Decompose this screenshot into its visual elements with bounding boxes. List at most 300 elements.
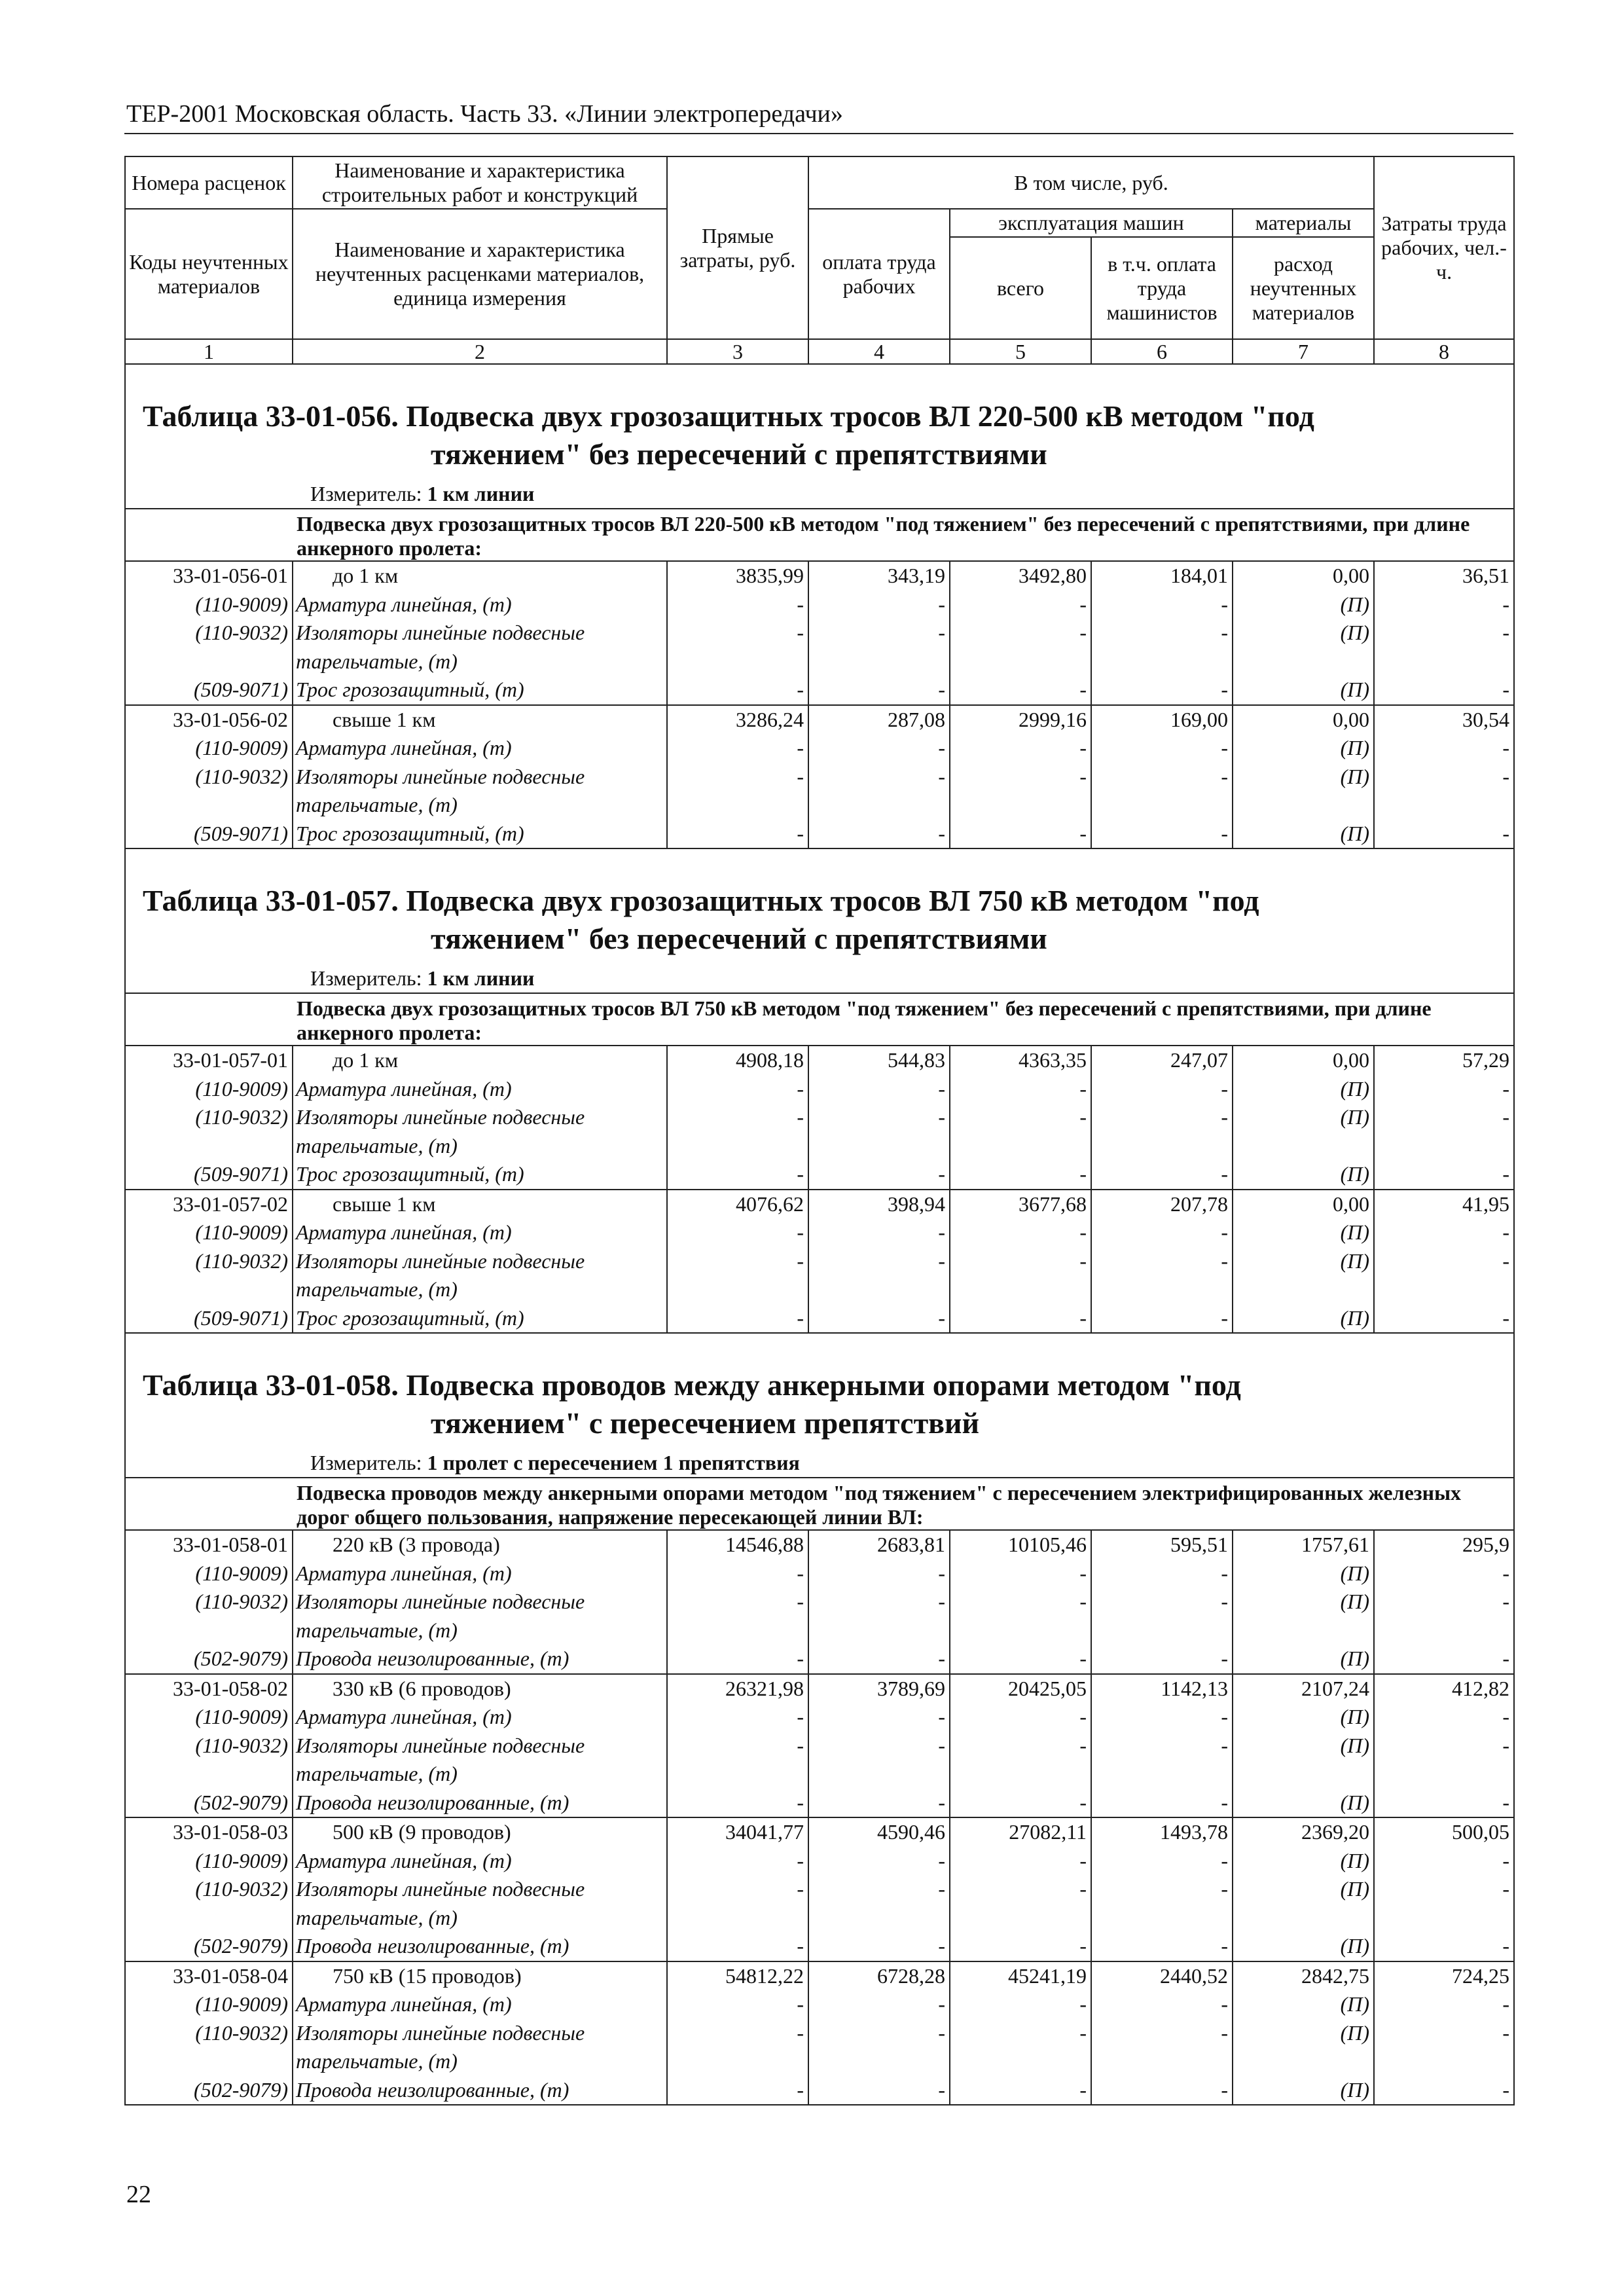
value-cell: - <box>808 1645 950 1674</box>
value-cell: - <box>808 734 950 763</box>
value-cell: (П) <box>1233 1703 1374 1732</box>
material-name: Изоляторы линейные подвесные тарельчатые, (т) <box>293 1247 667 1304</box>
column-number: 1 <box>125 339 293 364</box>
material-code: (110-9009) <box>125 1559 293 1588</box>
incl-group-header: В том числе, руб. <box>808 156 1374 209</box>
rate-name: 220 кВ (3 провода) <box>293 1530 667 1559</box>
group-description-row <box>125 509 1514 561</box>
material-name: Трос грозозащитный, (т) <box>293 1304 667 1334</box>
material-code: (110-9009) <box>125 1703 293 1732</box>
material-row <box>125 619 1514 676</box>
value-cell: - <box>950 1732 1091 1789</box>
column-number: 3 <box>667 339 808 364</box>
rates-table <box>124 156 1515 2105</box>
value-cell: (П) <box>1233 591 1374 619</box>
group-description-row <box>125 1478 1514 1530</box>
rate-row <box>125 1817 1514 1847</box>
value-cell: - <box>1091 1160 1233 1190</box>
measure-label: Измеритель: <box>310 966 422 990</box>
value-cell: - <box>808 1588 950 1645</box>
value-cell: 4076,62 <box>667 1190 808 1219</box>
material-row <box>125 1847 1514 1876</box>
value-cell: - <box>1091 1645 1233 1674</box>
value-cell: (П) <box>1233 1588 1374 1645</box>
column-number: 2 <box>293 339 667 364</box>
material-name: Арматура линейная, (т) <box>293 1075 667 1104</box>
value-cell: - <box>667 1160 808 1190</box>
value-cell: - <box>1091 1732 1233 1789</box>
table-title <box>130 365 1509 473</box>
value-cell: - <box>1374 1645 1514 1674</box>
material-row <box>125 1247 1514 1304</box>
value-cell: - <box>950 1103 1091 1160</box>
value-cell: (П) <box>1233 1990 1374 2019</box>
rate-code: 33-01-057-01 <box>125 1046 293 1075</box>
value-cell: (П) <box>1233 2076 1374 2105</box>
value-cell: - <box>667 1103 808 1160</box>
value-cell: 14546,88 <box>667 1530 808 1559</box>
header-divider <box>124 133 1513 134</box>
material-name: Изоляторы линейные подвесные тарельчатые, (т) <box>293 619 667 676</box>
value-cell: 2683,81 <box>808 1530 950 1559</box>
value-cell: - <box>950 1875 1091 1932</box>
table-measure <box>130 958 1509 993</box>
value-cell: - <box>950 820 1091 849</box>
group-description: Подвеска двух грозозащитных тросов ВЛ 220-500 кВ методом "под тяжением" без пересечений с препятствиями, при длине анкерного пролета: <box>293 509 1514 561</box>
value-cell: - <box>1374 1588 1514 1645</box>
col5-header: всего <box>950 237 1091 339</box>
value-cell: (П) <box>1233 676 1374 705</box>
material-name: Провода неизолированные, (т) <box>293 1789 667 1818</box>
value-cell: 30,54 <box>1374 705 1514 735</box>
value-cell: - <box>667 1932 808 1961</box>
value-cell: (П) <box>1233 1932 1374 1961</box>
value-cell: - <box>950 1247 1091 1304</box>
value-cell: - <box>1091 820 1233 849</box>
value-cell: - <box>808 1559 950 1588</box>
value-cell: (П) <box>1233 1103 1374 1160</box>
value-cell: - <box>1374 676 1514 705</box>
value-cell: - <box>1091 1703 1233 1732</box>
value-cell: 2999,16 <box>950 705 1091 735</box>
value-cell: - <box>667 1247 808 1304</box>
rate-name: свыше 1 км <box>293 1190 667 1219</box>
table-caption <box>125 364 1514 509</box>
value-cell: - <box>808 1703 950 1732</box>
material-code: (110-9009) <box>125 591 293 619</box>
value-cell: - <box>808 1218 950 1247</box>
material-name: Арматура линейная, (т) <box>293 1559 667 1588</box>
value-cell: - <box>667 1789 808 1818</box>
material-name: Изоляторы линейные подвесные тарельчатые, (т) <box>293 763 667 820</box>
value-cell: - <box>1374 1732 1514 1789</box>
material-row <box>125 1304 1514 1334</box>
material-row <box>125 1559 1514 1588</box>
rate-code: 33-01-058-03 <box>125 1817 293 1847</box>
material-code: (509-9071) <box>125 820 293 849</box>
value-cell: - <box>1374 1932 1514 1961</box>
value-cell: (П) <box>1233 1218 1374 1247</box>
value-cell: - <box>1374 591 1514 619</box>
material-row <box>125 1218 1514 1247</box>
value-cell: 10105,46 <box>950 1530 1091 1559</box>
machines-group-header: эксплуатация машин <box>950 209 1233 237</box>
value-cell: - <box>1091 2076 1233 2105</box>
material-row <box>125 676 1514 705</box>
value-cell: - <box>1091 1103 1233 1160</box>
value-cell: - <box>1374 2076 1514 2105</box>
table-title-continuation: тяжением" с пересечением препятствий <box>431 1406 980 1440</box>
value-cell: 0,00 <box>1233 1046 1374 1075</box>
value-cell: - <box>667 1847 808 1876</box>
value-cell: - <box>950 1304 1091 1334</box>
material-code: (110-9009) <box>125 1218 293 1247</box>
table-title <box>130 849 1509 958</box>
value-cell: - <box>1374 1559 1514 1588</box>
value-cell: (П) <box>1233 2019 1374 2076</box>
rate-code: 33-01-056-01 <box>125 561 293 591</box>
material-code: (502-9079) <box>125 1932 293 1961</box>
value-cell: - <box>950 2019 1091 2076</box>
materials-group-header: материалы <box>1233 209 1374 237</box>
material-code: (502-9079) <box>125 1645 293 1674</box>
group-spacer-cell <box>125 509 293 561</box>
measure-value: 1 км линии <box>427 966 535 990</box>
value-cell: - <box>1374 619 1514 676</box>
value-cell: - <box>1374 1075 1514 1104</box>
value-cell: - <box>950 1789 1091 1818</box>
material-row <box>125 734 1514 763</box>
rate-code: 33-01-058-02 <box>125 1674 293 1704</box>
material-code: (502-9079) <box>125 1789 293 1818</box>
value-cell: 2107,24 <box>1233 1674 1374 1704</box>
value-cell: 4908,18 <box>667 1046 808 1075</box>
value-cell: 2440,52 <box>1091 1961 1233 1991</box>
value-cell: - <box>667 1732 808 1789</box>
rate-code: 33-01-058-04 <box>125 1961 293 1991</box>
value-cell: 724,25 <box>1374 1961 1514 1991</box>
group-description: Подвеска проводов между анкерными опорами методом "под тяжением" с пересечением электрифицированных железных дорог общего пользования, напряжение пересекающей линии ВЛ: <box>293 1478 1514 1530</box>
value-cell: - <box>1091 1218 1233 1247</box>
material-name: Арматура линейная, (т) <box>293 1990 667 2019</box>
value-cell: - <box>808 820 950 849</box>
column-number: 6 <box>1091 339 1233 364</box>
measure-value: 1 пролет с пересечением 1 препятствия <box>427 1451 800 1474</box>
value-cell: - <box>1091 676 1233 705</box>
value-cell: 287,08 <box>808 705 950 735</box>
material-row <box>125 1732 1514 1789</box>
value-cell: - <box>808 2076 950 2105</box>
value-cell: (П) <box>1233 1559 1374 1588</box>
material-name: Трос грозозащитный, (т) <box>293 676 667 705</box>
value-cell: - <box>950 1160 1091 1190</box>
value-cell: 0,00 <box>1233 1190 1374 1219</box>
value-cell: - <box>1374 1789 1514 1818</box>
material-code: (502-9079) <box>125 2076 293 2105</box>
value-cell: 169,00 <box>1091 705 1233 735</box>
value-cell: - <box>808 1847 950 1876</box>
table-title-line: Таблица 33-01-057. Подвеска двух грозозащитных тросов ВЛ 750 кВ методом "под <box>143 884 1259 917</box>
value-cell: - <box>667 2076 808 2105</box>
rate-row <box>125 1961 1514 1991</box>
value-cell: - <box>1374 1247 1514 1304</box>
value-cell: - <box>808 619 950 676</box>
value-cell: - <box>1374 2019 1514 2076</box>
col1-top-header: Номера расценок <box>125 156 293 209</box>
value-cell: - <box>808 763 950 820</box>
col6-header: в т.ч. оплата труда машинистов <box>1091 237 1233 339</box>
value-cell: - <box>950 1990 1091 2019</box>
table-caption-row <box>125 1333 1514 1478</box>
material-code: (110-9009) <box>125 1847 293 1876</box>
material-name: Арматура линейная, (т) <box>293 591 667 619</box>
value-cell: - <box>808 1875 950 1932</box>
material-name: Провода неизолированные, (т) <box>293 2076 667 2105</box>
col3-header: Прямые затраты, руб. <box>667 156 808 339</box>
value-cell: (П) <box>1233 619 1374 676</box>
value-cell: - <box>808 1304 950 1334</box>
table-title-line: Таблица 33-01-056. Подвеска двух грозозащитных тросов ВЛ 220-500 кВ методом "под <box>143 399 1314 433</box>
material-row <box>125 1588 1514 1645</box>
value-cell: 54812,22 <box>667 1961 808 1991</box>
material-row <box>125 591 1514 619</box>
value-cell: - <box>1091 1588 1233 1645</box>
value-cell: 57,29 <box>1374 1046 1514 1075</box>
value-cell: - <box>667 676 808 705</box>
value-cell: 1757,61 <box>1233 1530 1374 1559</box>
value-cell: - <box>1091 591 1233 619</box>
value-cell: 2842,75 <box>1233 1961 1374 1991</box>
column-number: 4 <box>808 339 950 364</box>
table-title-continuation: тяжением" без пересечений с препятствиями <box>431 922 1047 955</box>
value-cell: - <box>1374 1103 1514 1160</box>
value-cell: - <box>808 1932 950 1961</box>
material-row <box>125 820 1514 849</box>
value-cell: - <box>1374 1703 1514 1732</box>
value-cell: - <box>667 1588 808 1645</box>
material-row <box>125 1875 1514 1932</box>
material-row <box>125 1160 1514 1190</box>
col2-top-header: Наименование и характеристика строительных работ и конструкций <box>293 156 667 209</box>
value-cell: (П) <box>1233 1304 1374 1334</box>
column-number-row <box>125 339 1514 364</box>
rate-name: 750 кВ (15 проводов) <box>293 1961 667 1991</box>
value-cell: - <box>1374 763 1514 820</box>
value-cell: - <box>1091 1304 1233 1334</box>
rate-code: 33-01-056-02 <box>125 705 293 735</box>
material-row <box>125 1103 1514 1160</box>
rate-row <box>125 561 1514 591</box>
value-cell: - <box>808 1103 950 1160</box>
table-caption <box>125 1333 1514 1478</box>
value-cell: 3677,68 <box>950 1190 1091 1219</box>
material-row <box>125 1789 1514 1818</box>
value-cell: (П) <box>1233 1789 1374 1818</box>
material-name: Изоляторы линейные подвесные тарельчатые, (т) <box>293 1103 667 1160</box>
table-caption-row <box>125 364 1514 509</box>
col4-header: оплата труда рабочих <box>808 209 950 339</box>
rate-code: 33-01-058-01 <box>125 1530 293 1559</box>
material-name: Арматура линейная, (т) <box>293 1703 667 1732</box>
value-cell: - <box>808 1789 950 1818</box>
material-code: (110-9032) <box>125 619 293 676</box>
measure-label: Измеритель: <box>310 482 422 505</box>
rate-code: 33-01-057-02 <box>125 1190 293 1219</box>
value-cell: (П) <box>1233 1847 1374 1876</box>
material-name: Провода неизолированные, (т) <box>293 1645 667 1674</box>
material-row <box>125 763 1514 820</box>
material-row <box>125 1645 1514 1674</box>
table-caption <box>125 848 1514 993</box>
value-cell: (П) <box>1233 1160 1374 1190</box>
col8-header: Затраты труда рабочих, чел.-ч. <box>1374 156 1514 339</box>
value-cell: 6728,28 <box>808 1961 950 1991</box>
table-title <box>130 1334 1509 1442</box>
material-name: Арматура линейная, (т) <box>293 1847 667 1876</box>
page-number: 22 <box>126 2181 151 2208</box>
rate-row <box>125 1674 1514 1704</box>
table-caption-row <box>125 848 1514 993</box>
value-cell: 0,00 <box>1233 561 1374 591</box>
page-header: ТЕР-2001 Московская область. Часть 33. «Линии электропередачи» <box>126 100 843 128</box>
value-cell: (П) <box>1233 1645 1374 1674</box>
value-cell: - <box>1374 1160 1514 1190</box>
value-cell: - <box>667 1559 808 1588</box>
material-code: (110-9032) <box>125 1588 293 1645</box>
value-cell: 41,95 <box>1374 1190 1514 1219</box>
rate-name: до 1 км <box>293 561 667 591</box>
value-cell: 3835,99 <box>667 561 808 591</box>
value-cell: - <box>950 1218 1091 1247</box>
value-cell: - <box>667 1645 808 1674</box>
value-cell: - <box>1091 1559 1233 1588</box>
material-name: Изоляторы линейные подвесные тарельчатые, (т) <box>293 1588 667 1645</box>
value-cell: - <box>667 1875 808 1932</box>
value-cell: 26321,98 <box>667 1674 808 1704</box>
value-cell: (П) <box>1233 1732 1374 1789</box>
value-cell: - <box>950 734 1091 763</box>
value-cell: - <box>1374 820 1514 849</box>
value-cell: - <box>808 1075 950 1104</box>
value-cell: - <box>667 619 808 676</box>
group-spacer-cell <box>125 1478 293 1530</box>
material-name: Арматура линейная, (т) <box>293 734 667 763</box>
rate-name: 500 кВ (9 проводов) <box>293 1817 667 1847</box>
material-name: Арматура линейная, (т) <box>293 1218 667 1247</box>
material-row <box>125 1932 1514 1961</box>
value-cell: - <box>667 820 808 849</box>
value-cell: - <box>1091 1990 1233 2019</box>
material-code: (110-9032) <box>125 763 293 820</box>
value-cell: 2369,20 <box>1233 1817 1374 1847</box>
value-cell: - <box>808 1247 950 1304</box>
value-cell: - <box>808 1732 950 1789</box>
material-code: (110-9009) <box>125 1075 293 1104</box>
value-cell: - <box>1374 1218 1514 1247</box>
value-cell: - <box>950 619 1091 676</box>
value-cell: (П) <box>1233 734 1374 763</box>
value-cell: 500,05 <box>1374 1817 1514 1847</box>
value-cell: - <box>667 763 808 820</box>
value-cell: 1493,78 <box>1091 1817 1233 1847</box>
value-cell: - <box>1091 1875 1233 1932</box>
value-cell: - <box>1374 1875 1514 1932</box>
value-cell: - <box>667 1703 808 1732</box>
rate-name: свыше 1 км <box>293 705 667 735</box>
value-cell: 343,19 <box>808 561 950 591</box>
material-row <box>125 2019 1514 2076</box>
value-cell: - <box>808 1990 950 2019</box>
value-cell: 247,07 <box>1091 1046 1233 1075</box>
value-cell: 27082,11 <box>950 1817 1091 1847</box>
material-name: Изоляторы линейные подвесные тарельчатые, (т) <box>293 2019 667 2076</box>
material-code: (110-9032) <box>125 1732 293 1789</box>
value-cell: - <box>667 2019 808 2076</box>
header-row-1 <box>125 156 1514 209</box>
material-code: (509-9071) <box>125 676 293 705</box>
value-cell: - <box>1091 1847 1233 1876</box>
value-cell: (П) <box>1233 1075 1374 1104</box>
group-description-row <box>125 993 1514 1046</box>
value-cell: - <box>1091 763 1233 820</box>
rate-row <box>125 705 1514 735</box>
value-cell: - <box>1374 1304 1514 1334</box>
material-code: (110-9032) <box>125 2019 293 2076</box>
value-cell: - <box>667 1304 808 1334</box>
rates-document <box>124 156 1513 2105</box>
value-cell: 184,01 <box>1091 561 1233 591</box>
value-cell: - <box>667 591 808 619</box>
value-cell: - <box>1091 734 1233 763</box>
material-row <box>125 1990 1514 2019</box>
material-row <box>125 2076 1514 2105</box>
value-cell: - <box>950 1932 1091 1961</box>
rate-name: до 1 км <box>293 1046 667 1075</box>
value-cell: - <box>950 1703 1091 1732</box>
value-cell: 295,9 <box>1374 1530 1514 1559</box>
value-cell: 45241,19 <box>950 1961 1091 1991</box>
material-name: Изоляторы линейные подвесные тарельчатые, (т) <box>293 1732 667 1789</box>
value-cell: 3492,80 <box>950 561 1091 591</box>
value-cell: - <box>950 1559 1091 1588</box>
column-number: 8 <box>1374 339 1514 364</box>
value-cell: 207,78 <box>1091 1190 1233 1219</box>
measure-label: Измеритель: <box>310 1451 422 1474</box>
value-cell: 3789,69 <box>808 1674 950 1704</box>
rates-table-body <box>125 156 1514 2105</box>
value-cell: 398,94 <box>808 1190 950 1219</box>
rate-row <box>125 1190 1514 1219</box>
group-spacer-cell <box>125 993 293 1046</box>
value-cell: - <box>950 1075 1091 1104</box>
value-cell: - <box>808 2019 950 2076</box>
value-cell: - <box>808 1160 950 1190</box>
value-cell: - <box>1091 2019 1233 2076</box>
value-cell: - <box>1374 1847 1514 1876</box>
value-cell: - <box>667 1990 808 2019</box>
value-cell: 1142,13 <box>1091 1674 1233 1704</box>
material-row <box>125 1703 1514 1732</box>
value-cell: - <box>1091 619 1233 676</box>
value-cell: - <box>1091 1932 1233 1961</box>
rate-name: 330 кВ (6 проводов) <box>293 1674 667 1704</box>
material-name: Провода неизолированные, (т) <box>293 1932 667 1961</box>
material-code: (110-9009) <box>125 1990 293 2019</box>
value-cell: 20425,05 <box>950 1674 1091 1704</box>
value-cell: - <box>950 2076 1091 2105</box>
material-name: Изоляторы линейные подвесные тарельчатые, (т) <box>293 1875 667 1932</box>
value-cell: (П) <box>1233 820 1374 849</box>
